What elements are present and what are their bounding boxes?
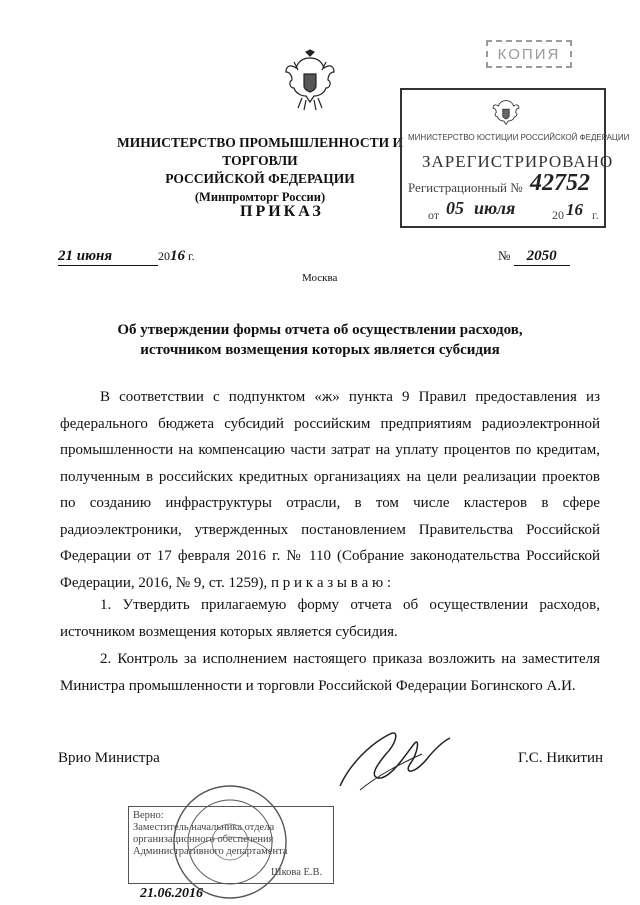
registration-date-year-prefix: 20 xyxy=(552,208,564,222)
order-subject xyxy=(60,320,580,360)
body-paragraph-2: 1. Утвердить прилагаемую форму отчета об осуществлении расходов, источником возмещения которых является субсидия. xyxy=(60,597,600,640)
order-date-year: 16 xyxy=(170,248,185,264)
order-date xyxy=(58,248,195,266)
order-date-day-month: 21 июня xyxy=(58,248,158,266)
registration-status: ЗАРЕГИСТРИРОВАНО xyxy=(422,152,614,171)
signature-mark xyxy=(330,724,460,794)
body-paragraph-1: В соответствии с подпунктом «ж» пункта 9 Правил предоставления из федерального бюджета субсидий российским предприятиям радиоэлектронной промышленности на компенсацию части затрат на уплату процентов по кредитам, полученным в российских кредитных организациях на цели реализации проектов по созданию инфраструктуры отрасли, в том числе кластеров в сфере радиоэлектроники, утвержденных постановлением Правительства Российской Федерации от 17 февраля 2016 г. № 110 (Собрание законодательства Российской Федерации, 2016, № 9, ст. 1259), п р и к а з ы в а ю : xyxy=(60,389,600,591)
copy-stamp: КОПИЯ xyxy=(486,40,572,68)
ministry-name-line2: РОССИЙСКОЙ ФЕДЕРАЦИИ xyxy=(165,171,355,186)
order-number: 2050 xyxy=(514,248,570,266)
ministry-name-line1: МИНИСТЕРСТВО ПРОМЫШЛЕННОСТИ И ТОРГОВЛИ xyxy=(117,135,403,168)
coat-of-arms-small-icon xyxy=(492,96,520,130)
registration-date-prefix: от xyxy=(428,208,440,222)
order-number-line xyxy=(498,248,570,266)
certification-signer: Шкова Е.В. xyxy=(271,867,323,878)
round-seal xyxy=(170,782,290,902)
registration-date-day: 05 xyxy=(446,198,464,218)
ministry-short-name: (Минпромторг России) xyxy=(194,190,326,204)
signer-position: Врио Министра xyxy=(58,750,160,766)
order-number-label: № xyxy=(498,248,511,263)
certification-line-1: Верно: xyxy=(133,810,164,821)
ministry-header xyxy=(110,134,410,206)
order-date-suffix: г. xyxy=(188,249,195,263)
registration-date-month: июля xyxy=(474,198,516,218)
subject-line2: источником возмещения которых является субсидия xyxy=(140,342,500,358)
order-date-year-prefix: 20 xyxy=(158,249,170,263)
registration-stamp xyxy=(400,88,630,228)
subject-line1: Об утверждении формы отчета об осуществлении расходов, xyxy=(117,322,523,338)
coat-of-arms-icon xyxy=(284,50,336,112)
document-type: ПРИКАЗ xyxy=(240,203,324,220)
registration-number-label: Регистрационный № xyxy=(408,180,523,195)
registration-date-suffix: г. xyxy=(592,208,599,222)
certification-line-4: Административного департамента xyxy=(133,846,288,857)
certification-line-3: организационного обеспечения xyxy=(133,834,274,845)
body-paragraph-3: 2. Контроль за исполнением настоящего приказа возложить на заместителя Министра промышленности и торговли Российской Федерации Богинского А.И. xyxy=(60,651,600,694)
signer-name: Г.С. Никитин xyxy=(518,750,604,766)
registration-ministry: МИНИСТЕРСТВО ЮСТИЦИИ РОССИЙСКОЙ ФЕДЕРАЦИИ xyxy=(408,133,630,142)
registration-date-year: 16 xyxy=(566,200,583,219)
registration-number: 42752 xyxy=(530,170,590,196)
certification-line-2: Заместитель начальника отдела xyxy=(133,822,275,833)
certification-date: 21.06.2016 xyxy=(140,886,203,901)
order-city: Москва xyxy=(302,272,338,284)
